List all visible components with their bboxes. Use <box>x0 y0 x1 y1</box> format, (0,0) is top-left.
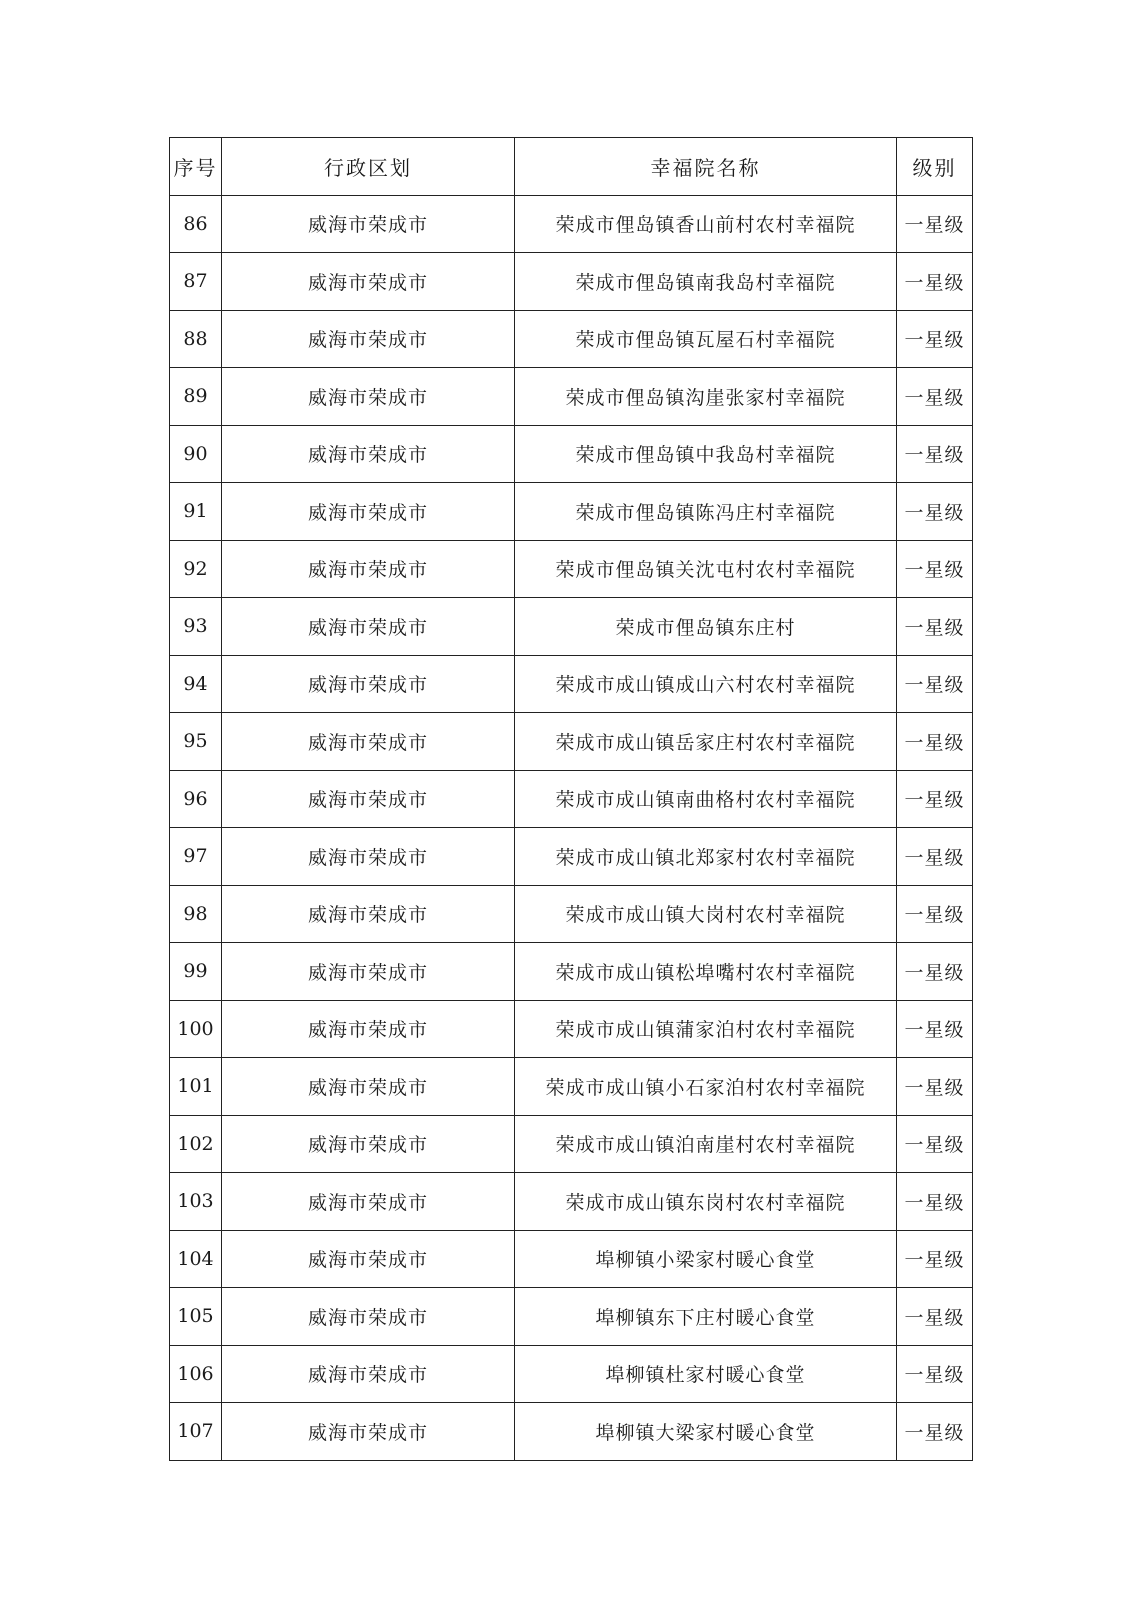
cell-name: 荣成市成山镇成山六村农村幸福院 <box>515 655 897 713</box>
table-row <box>170 1058 973 1116</box>
cell-level: 一星级 <box>897 1288 973 1346</box>
happiness-home-table <box>169 137 973 1461</box>
cell-level: 一星级 <box>897 195 973 253</box>
cell-level: 一星级 <box>897 1403 973 1461</box>
cell-name: 荣成市成山镇南曲格村农村幸福院 <box>515 770 897 828</box>
cell-name: 荣成市成山镇泊南崖村农村幸福院 <box>515 1115 897 1173</box>
cell-seq: 100 <box>170 1000 222 1058</box>
table-row <box>170 1000 973 1058</box>
table-row <box>170 483 973 541</box>
cell-name: 荣成市成山镇小石家泊村农村幸福院 <box>515 1058 897 1116</box>
cell-region: 威海市荣成市 <box>222 1288 515 1346</box>
table-row <box>170 1115 973 1173</box>
table-row <box>170 1403 973 1461</box>
table-row <box>170 943 973 1001</box>
cell-seq: 96 <box>170 770 222 828</box>
table-row <box>170 310 973 368</box>
cell-level: 一星级 <box>897 368 973 426</box>
cell-region: 威海市荣成市 <box>222 1173 515 1231</box>
table-row <box>170 1345 973 1403</box>
table-body <box>170 195 973 1460</box>
table-row <box>170 195 973 253</box>
table-row <box>170 1288 973 1346</box>
cell-seq: 106 <box>170 1345 222 1403</box>
cell-seq: 104 <box>170 1230 222 1288</box>
header-name: 幸福院名称 <box>515 138 897 196</box>
cell-level: 一星级 <box>897 1345 973 1403</box>
cell-region: 威海市荣成市 <box>222 943 515 1001</box>
cell-seq: 89 <box>170 368 222 426</box>
cell-level: 一星级 <box>897 425 973 483</box>
cell-name: 荣成市成山镇大岗村农村幸福院 <box>515 885 897 943</box>
cell-seq: 86 <box>170 195 222 253</box>
cell-seq: 88 <box>170 310 222 368</box>
header-region: 行政区划 <box>222 138 515 196</box>
header-level: 级别 <box>897 138 973 196</box>
cell-name: 荣成市成山镇北郑家村农村幸福院 <box>515 828 897 886</box>
cell-name: 荣成市俚岛镇关沈屯村农村幸福院 <box>515 540 897 598</box>
cell-seq: 101 <box>170 1058 222 1116</box>
cell-name: 荣成市俚岛镇东庄村 <box>515 598 897 656</box>
table-row <box>170 598 973 656</box>
table-row <box>170 540 973 598</box>
table-row <box>170 770 973 828</box>
cell-seq: 105 <box>170 1288 222 1346</box>
cell-level: 一星级 <box>897 1173 973 1231</box>
cell-level: 一星级 <box>897 598 973 656</box>
cell-region: 威海市荣成市 <box>222 713 515 771</box>
cell-seq: 107 <box>170 1403 222 1461</box>
cell-level: 一星级 <box>897 770 973 828</box>
cell-name: 荣成市成山镇东岗村农村幸福院 <box>515 1173 897 1231</box>
cell-name: 荣成市成山镇松埠嘴村农村幸福院 <box>515 943 897 1001</box>
cell-region: 威海市荣成市 <box>222 1058 515 1116</box>
cell-seq: 102 <box>170 1115 222 1173</box>
table-row <box>170 713 973 771</box>
cell-level: 一星级 <box>897 253 973 311</box>
cell-level: 一星级 <box>897 713 973 771</box>
table-row <box>170 1173 973 1231</box>
cell-level: 一星级 <box>897 655 973 713</box>
cell-seq: 95 <box>170 713 222 771</box>
cell-region: 威海市荣成市 <box>222 1115 515 1173</box>
cell-region: 威海市荣成市 <box>222 885 515 943</box>
cell-level: 一星级 <box>897 828 973 886</box>
cell-level: 一星级 <box>897 943 973 1001</box>
cell-seq: 93 <box>170 598 222 656</box>
table-row <box>170 828 973 886</box>
cell-region: 威海市荣成市 <box>222 1230 515 1288</box>
table-row <box>170 1230 973 1288</box>
table-row <box>170 885 973 943</box>
cell-region: 威海市荣成市 <box>222 253 515 311</box>
cell-seq: 97 <box>170 828 222 886</box>
cell-seq: 103 <box>170 1173 222 1231</box>
cell-region: 威海市荣成市 <box>222 540 515 598</box>
cell-level: 一星级 <box>897 1115 973 1173</box>
table-row <box>170 655 973 713</box>
cell-seq: 87 <box>170 253 222 311</box>
cell-name: 荣成市俚岛镇沟崖张家村幸福院 <box>515 368 897 426</box>
cell-region: 威海市荣成市 <box>222 195 515 253</box>
cell-level: 一星级 <box>897 310 973 368</box>
cell-name: 荣成市俚岛镇香山前村农村幸福院 <box>515 195 897 253</box>
cell-name: 荣成市俚岛镇南我岛村幸福院 <box>515 253 897 311</box>
cell-region: 威海市荣成市 <box>222 483 515 541</box>
cell-level: 一星级 <box>897 540 973 598</box>
cell-level: 一星级 <box>897 1230 973 1288</box>
cell-region: 威海市荣成市 <box>222 655 515 713</box>
cell-name: 荣成市俚岛镇中我岛村幸福院 <box>515 425 897 483</box>
cell-region: 威海市荣成市 <box>222 425 515 483</box>
table-row <box>170 253 973 311</box>
cell-name: 埠柳镇东下庄村暖心食堂 <box>515 1288 897 1346</box>
cell-region: 威海市荣成市 <box>222 1403 515 1461</box>
cell-seq: 99 <box>170 943 222 1001</box>
table-row <box>170 368 973 426</box>
cell-level: 一星级 <box>897 885 973 943</box>
table-row <box>170 425 973 483</box>
cell-seq: 90 <box>170 425 222 483</box>
cell-name: 埠柳镇大梁家村暖心食堂 <box>515 1403 897 1461</box>
cell-region: 威海市荣成市 <box>222 1000 515 1058</box>
cell-name: 荣成市成山镇岳家庄村农村幸福院 <box>515 713 897 771</box>
cell-seq: 98 <box>170 885 222 943</box>
cell-region: 威海市荣成市 <box>222 598 515 656</box>
cell-region: 威海市荣成市 <box>222 1345 515 1403</box>
cell-level: 一星级 <box>897 483 973 541</box>
table-header-row <box>170 138 973 196</box>
cell-region: 威海市荣成市 <box>222 368 515 426</box>
cell-name: 埠柳镇小梁家村暖心食堂 <box>515 1230 897 1288</box>
cell-seq: 92 <box>170 540 222 598</box>
cell-name: 埠柳镇杜家村暖心食堂 <box>515 1345 897 1403</box>
cell-name: 荣成市成山镇蒲家泊村农村幸福院 <box>515 1000 897 1058</box>
cell-seq: 91 <box>170 483 222 541</box>
header-seq: 序号 <box>170 138 222 196</box>
cell-level: 一星级 <box>897 1000 973 1058</box>
cell-level: 一星级 <box>897 1058 973 1116</box>
cell-region: 威海市荣成市 <box>222 770 515 828</box>
cell-name: 荣成市俚岛镇瓦屋石村幸福院 <box>515 310 897 368</box>
cell-name: 荣成市俚岛镇陈冯庄村幸福院 <box>515 483 897 541</box>
cell-region: 威海市荣成市 <box>222 828 515 886</box>
cell-seq: 94 <box>170 655 222 713</box>
cell-region: 威海市荣成市 <box>222 310 515 368</box>
